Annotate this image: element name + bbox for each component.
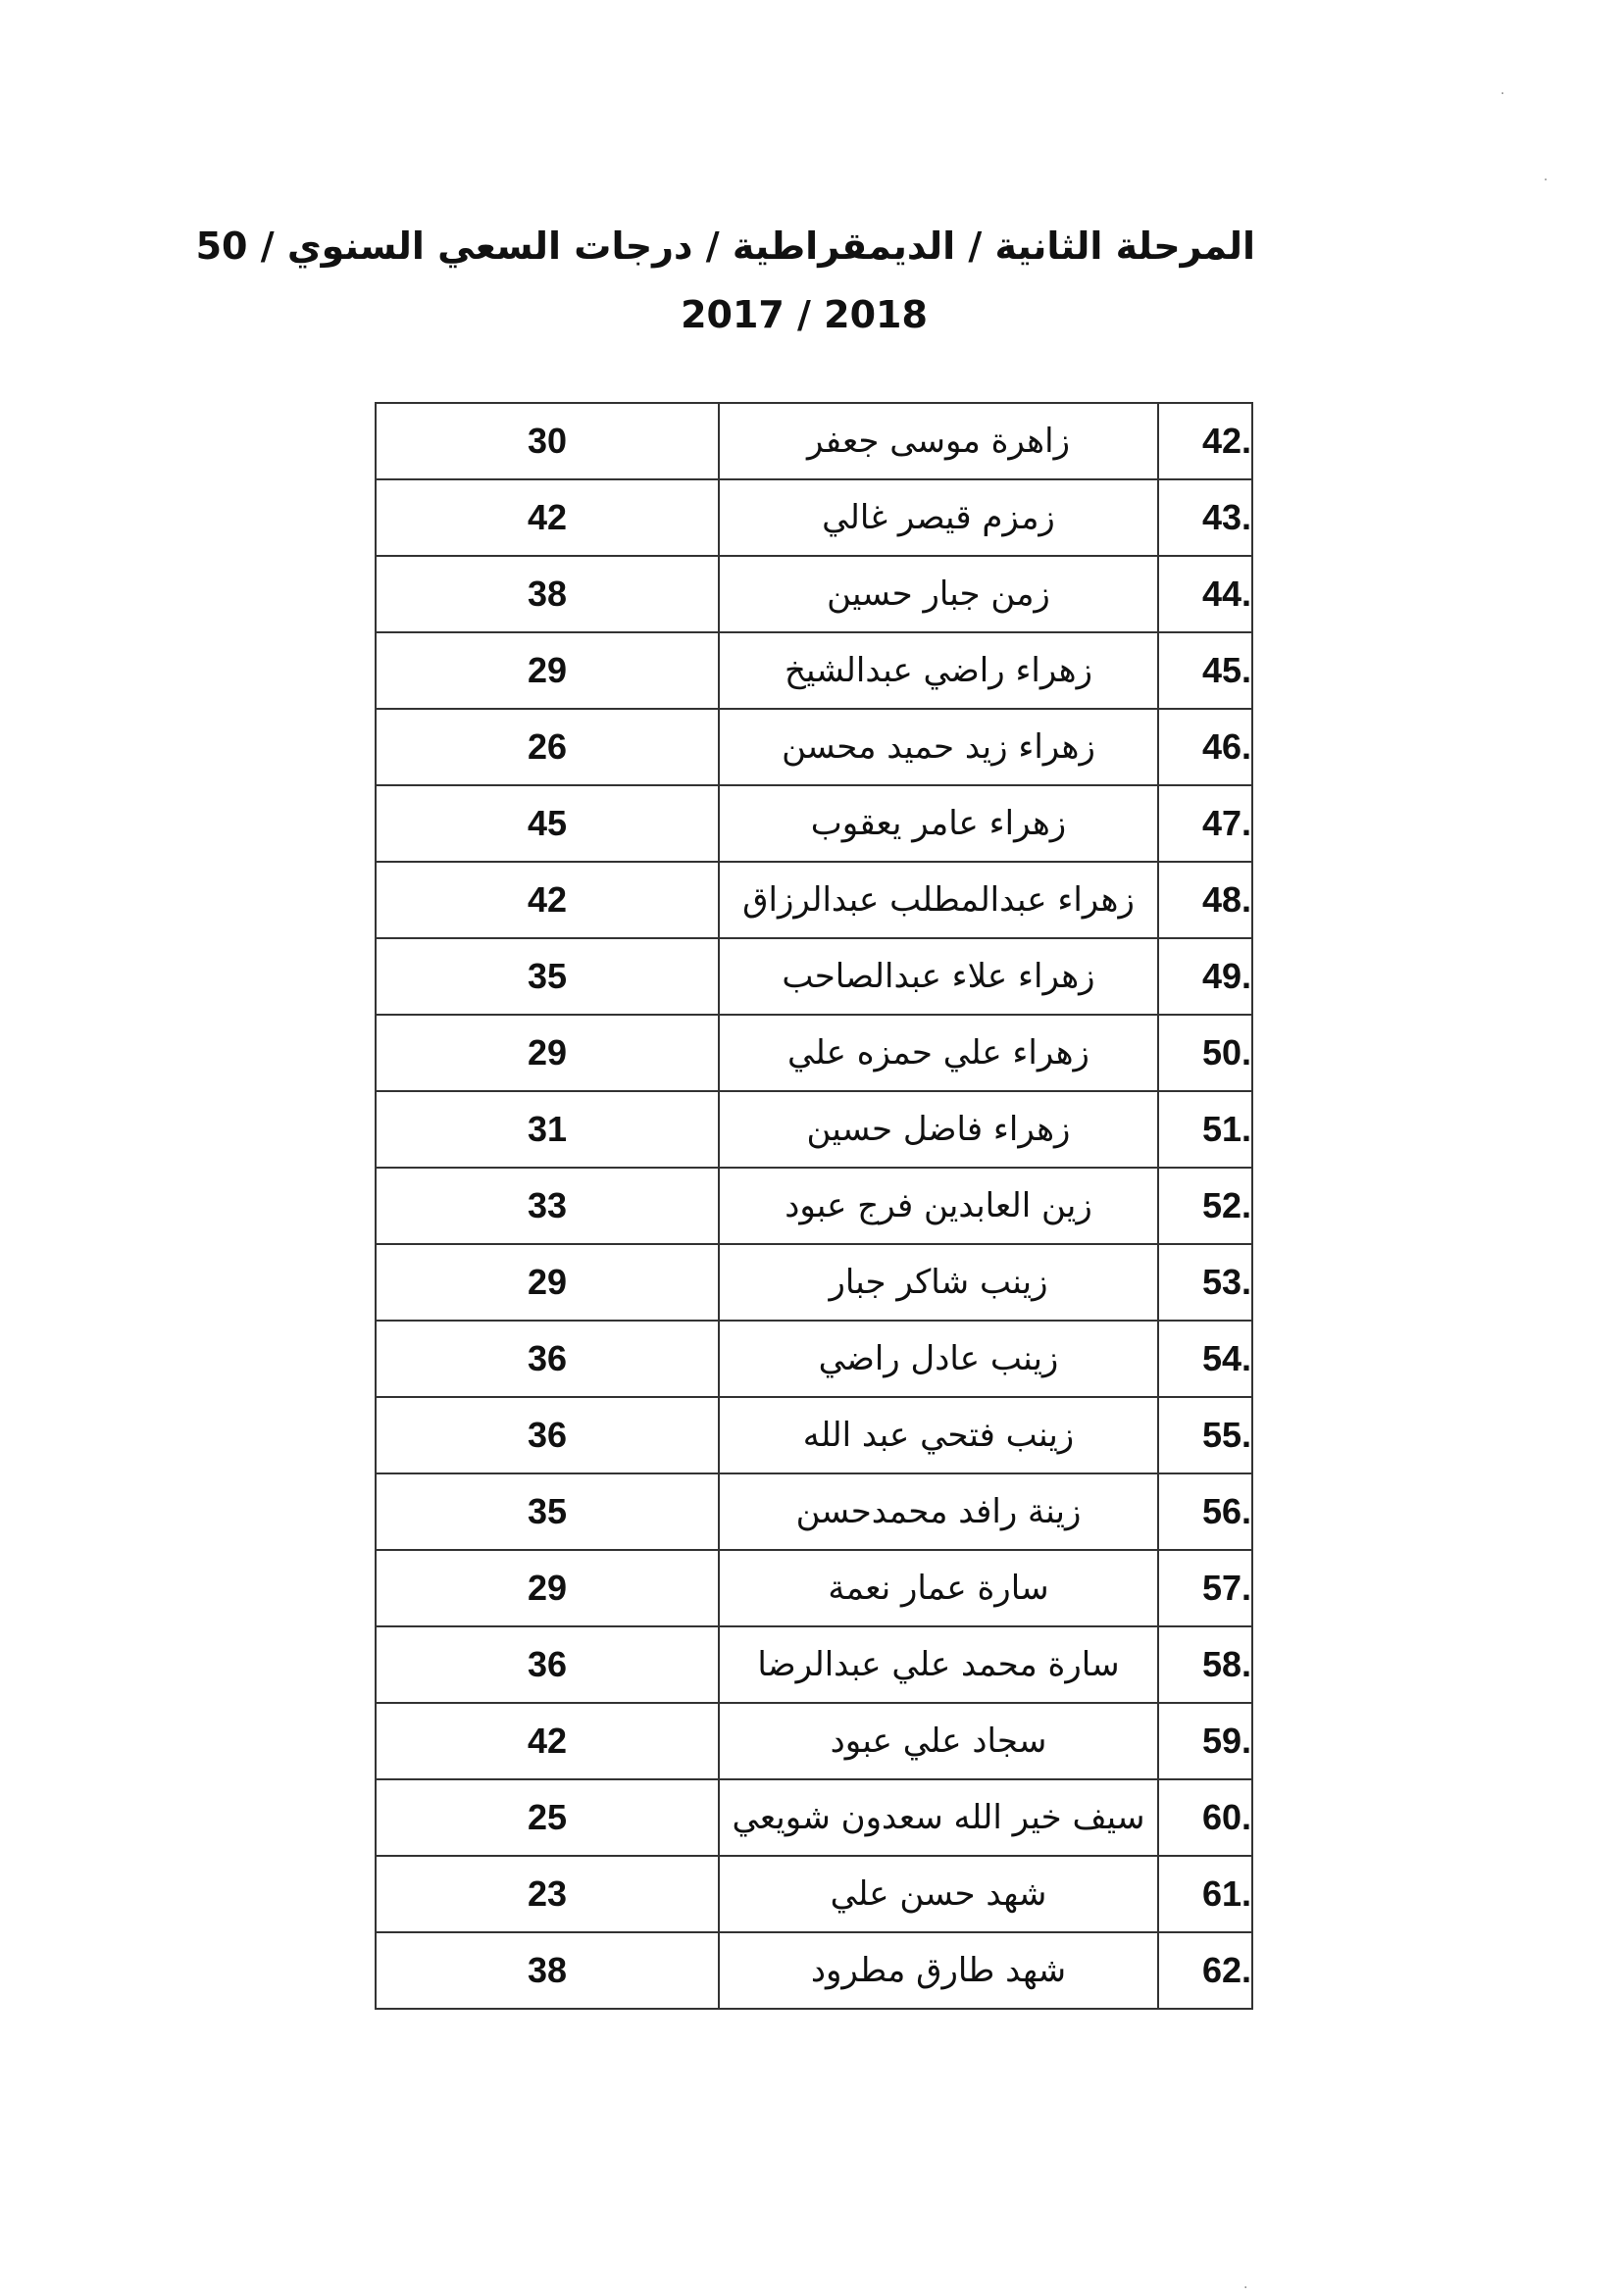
student-score: 38: [376, 556, 719, 632]
student-name: سجاد علي عبود: [719, 1703, 1158, 1779]
row-number: 49.: [1158, 938, 1252, 1015]
student-score: 42: [376, 479, 719, 556]
student-score: 29: [376, 632, 719, 709]
grades-table-body: [376, 403, 1252, 2009]
student-score: 25: [376, 1779, 719, 1856]
student-score: 36: [376, 1321, 719, 1397]
table-row: [376, 1015, 1252, 1091]
row-number: 55.: [1158, 1397, 1252, 1473]
student-name: زهراء علاء عبدالصاحب: [719, 938, 1158, 1015]
student-name: زهراء علي حمزه علي: [719, 1015, 1158, 1091]
table-row: [376, 709, 1252, 785]
table-row: [376, 1932, 1252, 2009]
table-row: [376, 1321, 1252, 1397]
student-score: 31: [376, 1091, 719, 1168]
row-number: 61.: [1158, 1856, 1252, 1932]
student-score: 35: [376, 938, 719, 1015]
table-row: [376, 785, 1252, 862]
student-name: سيف خير الله سعدون شويعي: [719, 1779, 1158, 1856]
title-line-2: 2017 / 2018: [681, 293, 928, 336]
student-score: 23: [376, 1856, 719, 1932]
scan-speck: ·: [1544, 173, 1548, 188]
student-name: زهراء عامر يعقوب: [719, 785, 1158, 862]
table-row: [376, 1091, 1252, 1168]
student-score: 29: [376, 1015, 719, 1091]
student-name: زهراء عبدالمطلب عبدالرزاق: [719, 862, 1158, 938]
scan-speck: ·: [1243, 2280, 1248, 2296]
student-score: 42: [376, 862, 719, 938]
student-name: زهراء زيد حميد محسن: [719, 709, 1158, 785]
row-number: 56.: [1158, 1473, 1252, 1550]
student-score: 30: [376, 403, 719, 479]
student-score: 38: [376, 1932, 719, 2009]
row-number: 52.: [1158, 1168, 1252, 1244]
page-title: [195, 212, 1255, 349]
student-name: شهد حسن علي: [719, 1856, 1158, 1932]
student-score: 33: [376, 1168, 719, 1244]
scan-speck: ·: [1500, 86, 1505, 102]
student-score: 35: [376, 1473, 719, 1550]
row-number: 53.: [1158, 1244, 1252, 1321]
row-number: 48.: [1158, 862, 1252, 938]
student-name: زمن جبار حسين: [719, 556, 1158, 632]
table-row: [376, 1626, 1252, 1703]
table-row: [376, 1550, 1252, 1626]
student-name: زينة رافد محمدحسن: [719, 1473, 1158, 1550]
table-row: [376, 1397, 1252, 1473]
student-score: 36: [376, 1397, 719, 1473]
student-score: 29: [376, 1244, 719, 1321]
student-name: زينب عادل راضي: [719, 1321, 1158, 1397]
student-score: 36: [376, 1626, 719, 1703]
row-number: 51.: [1158, 1091, 1252, 1168]
student-name: سارة عمار نعمة: [719, 1550, 1158, 1626]
student-name: زاهرة موسى جعفر: [719, 403, 1158, 479]
student-name: شهد طارق مطرود: [719, 1932, 1158, 2009]
student-name: زينب فتحي عبد الله: [719, 1397, 1158, 1473]
student-name: زين العابدين فرج عبود: [719, 1168, 1158, 1244]
table-row: [376, 938, 1252, 1015]
row-number: 59.: [1158, 1703, 1252, 1779]
table-row: [376, 1168, 1252, 1244]
student-name: سارة محمد علي عبدالرضا: [719, 1626, 1158, 1703]
row-number: 50.: [1158, 1015, 1252, 1091]
title-line-1: المرحلة الثانية / الديمقراطية / درجات السعي السنوي / 50: [195, 225, 1255, 268]
table-row: [376, 1779, 1252, 1856]
row-number: 45.: [1158, 632, 1252, 709]
grades-table: [375, 402, 1253, 2010]
table-row: [376, 1244, 1252, 1321]
row-number: 58.: [1158, 1626, 1252, 1703]
table-row: [376, 556, 1252, 632]
table-row: [376, 403, 1252, 479]
row-number: 43.: [1158, 479, 1252, 556]
row-number: 47.: [1158, 785, 1252, 862]
student-score: 29: [376, 1550, 719, 1626]
student-name: زهراء فاضل حسين: [719, 1091, 1158, 1168]
row-number: 54.: [1158, 1321, 1252, 1397]
row-number: 42.: [1158, 403, 1252, 479]
table-row: [376, 1473, 1252, 1550]
row-number: 44.: [1158, 556, 1252, 632]
student-name: زينب شاكر جبار: [719, 1244, 1158, 1321]
row-number: 46.: [1158, 709, 1252, 785]
student-score: 45: [376, 785, 719, 862]
table-row: [376, 632, 1252, 709]
row-number: 62.: [1158, 1932, 1252, 2009]
table-row: [376, 1856, 1252, 1932]
student-name: زهراء راضي عبدالشيخ: [719, 632, 1158, 709]
table-row: [376, 1703, 1252, 1779]
student-score: 42: [376, 1703, 719, 1779]
student-name: زمزم قيصر غالي: [719, 479, 1158, 556]
row-number: 60.: [1158, 1779, 1252, 1856]
table-row: [376, 479, 1252, 556]
student-score: 26: [376, 709, 719, 785]
row-number: 57.: [1158, 1550, 1252, 1626]
table-row: [376, 862, 1252, 938]
